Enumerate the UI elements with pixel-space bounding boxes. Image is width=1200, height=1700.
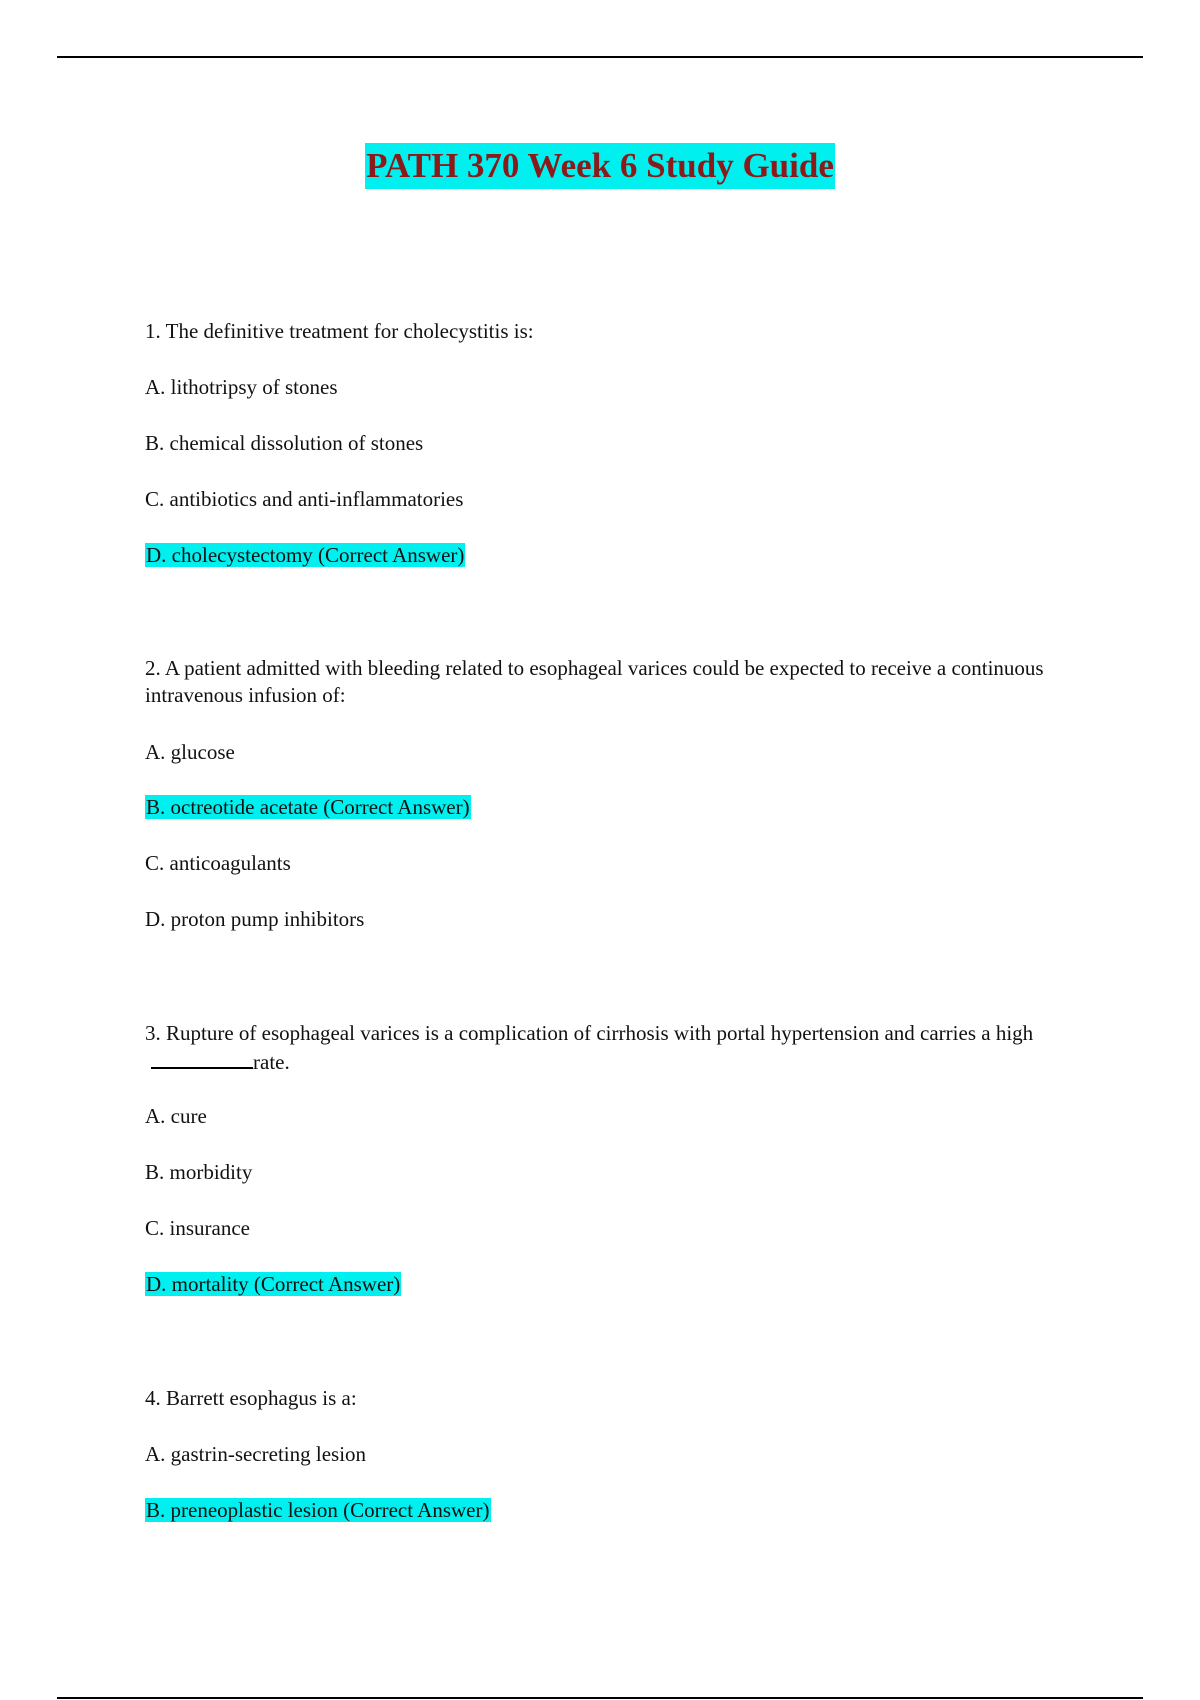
correct-answer-highlight: B. octreotide acetate (Correct Answer) (146, 795, 470, 819)
correct-answer-highlight: D. cholecystectomy (Correct Answer) (146, 543, 465, 567)
question-4-text: 4. Barrett esophagus is a: (145, 1386, 357, 1410)
question-2-option-c: C. anticoagulants (145, 851, 291, 875)
question-1-option-c: C. antibiotics and anti-inflammatories (145, 487, 464, 511)
question-3-option-d (145, 1271, 401, 1298)
question-3-option-b: B. morbidity (145, 1160, 253, 1184)
question-1-option-b: B. chemical dissolution of stones (145, 431, 424, 455)
fill-in-blank (151, 1047, 253, 1069)
page-title: PATH 370 Week 6 Study Guide (365, 143, 835, 189)
question-2-option-d: D. proton pump inhibitors (145, 907, 365, 931)
question-3-text-after-blank: rate. (253, 1050, 290, 1074)
correct-answer-highlight: D. mortality (Correct Answer) (146, 1272, 401, 1296)
question-2-option-a: A. glucose (145, 740, 235, 764)
question-4-option-b (145, 1497, 491, 1524)
question-2-option-b (145, 794, 471, 821)
question-1-text: 1. The definitive treatment for cholecystitis is: (145, 319, 534, 343)
question-4-option-a: A. gastrin-secreting lesion (145, 1442, 367, 1466)
question-3-option-c: C. insurance (145, 1216, 250, 1240)
question-3-text (145, 1020, 1075, 1076)
question-3-text-before-blank: 3. Rupture of esophageal varices is a complication of cirrhosis with portal hypertension and carries a high (145, 1021, 1034, 1045)
question-1-option-d (145, 542, 465, 569)
question-3-option-a: A. cure (145, 1104, 207, 1128)
question-2-text: 2. A patient admitted with bleeding related to esophageal varices could be expected to receive a continuous intravenous infusion of: (145, 656, 1044, 707)
footer-rule (57, 1697, 1143, 1699)
question-1-option-a: A. lithotripsy of stones (145, 375, 338, 399)
title-container (0, 143, 1200, 189)
correct-answer-highlight: B. preneoplastic lesion (Correct Answer) (146, 1498, 490, 1522)
header-rule (57, 56, 1143, 58)
